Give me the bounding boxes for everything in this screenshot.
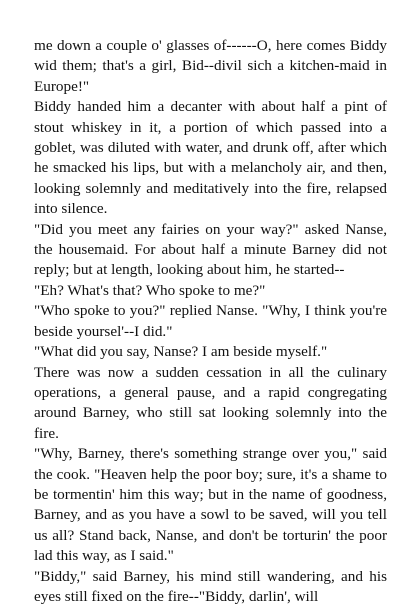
- page-text: [34, 36, 387, 607]
- paragraph: Biddy handed him a decanter with about half a pint of stout whiskey in it, a portion of which passed into a goblet, was diluted with water, and drunk off, after which he smacked his lips, but with a melancholy air, and then, looking solemnly and meditatively into the fire, relapsed into silence.: [34, 98, 387, 218]
- paragraph: me down a couple o' glasses of------O, here comes Biddy wid them; that's a girl, Bid--divil sich a kitchen-maid in Europe!": [34, 37, 387, 95]
- paragraph: "What did you say, Nanse? I am beside myself.": [34, 343, 328, 361]
- paragraph: "Why, Barney, there's something strange over you," said the cook. "Heaven help the poor boy; sure, it's a shame to be tormentin' him this way; but in the name of goodness, Barney, and as you have a sowl to be saved, will you tell us all? Stand back, Nanse, and don't be torturin' the poor lad this way, as I said.": [34, 445, 387, 565]
- paragraph: "Who spoke to you?" replied Nanse. "Why, I think you're beside yoursel'--I did.": [34, 302, 387, 340]
- paragraph: "Did you meet any fairies on your way?" asked Nanse, the housemaid. For about half a minute Barney did not reply; but at length, looking about him, he started--: [34, 220, 387, 279]
- paragraph: "Eh? What's that? Who spoke to me?": [34, 281, 266, 299]
- paragraph: There was now a sudden cessation in all the culinary operations, a general pause, and a rapid congregating around Barney, who still sat looking solemnly into the fire.: [34, 363, 387, 442]
- paragraph: "Biddy," said Barney, his mind still wandering, and his eyes still fixed on the fire--"Biddy, darlin', will: [34, 567, 387, 605]
